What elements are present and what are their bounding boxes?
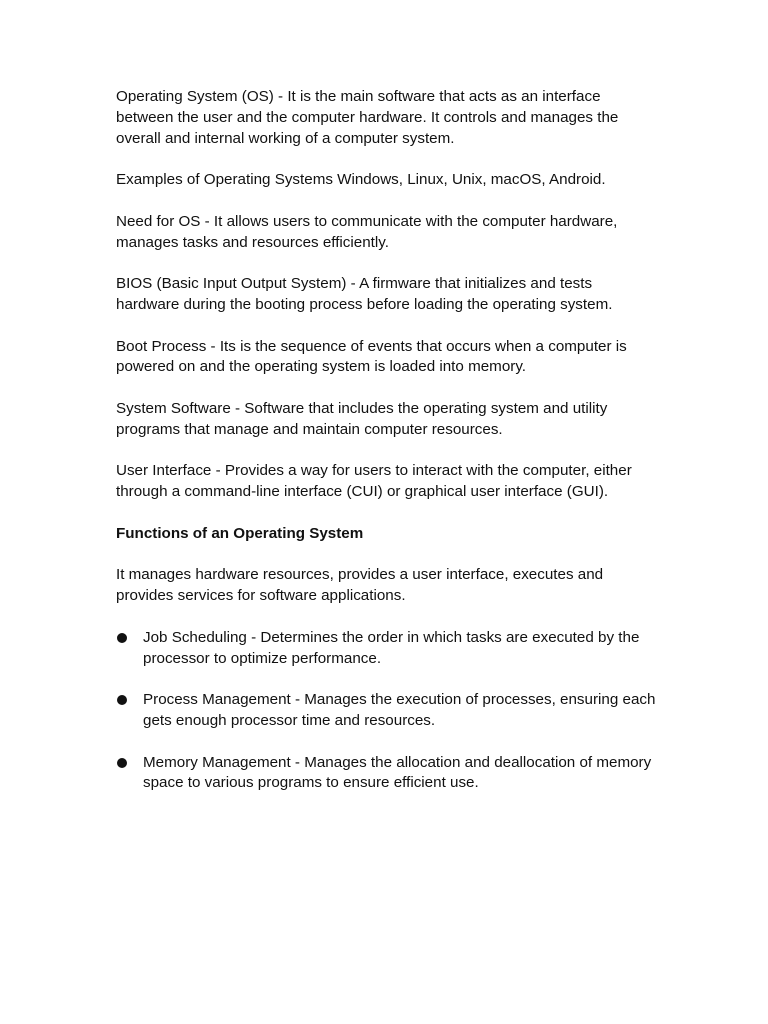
paragraph-os-examples: Examples of Operating Systems Windows, Linux, Unix, macOS, Android. <box>116 171 606 189</box>
paragraph-boot-process: Boot Process - Its is the sequence of events that occurs when a computer is powered on and the operating system is loaded into memory. <box>116 337 627 376</box>
list-item <box>116 628 656 670</box>
paragraph-user-interface: User Interface - Provides a way for users to interact with the computer, either through a command-line interface (CUI) or graphical user interface (GUI). <box>116 462 632 501</box>
bullet-text-memory-management: Memory Management - Manages the allocation and deallocation of memory space to various programs to ensure efficient use. <box>143 753 652 792</box>
list-item <box>116 753 656 795</box>
paragraph-system-software: System Software - Software that includes the operating system and utility programs that manage and maintain computer resources. <box>116 399 608 438</box>
bullet-icon <box>117 633 127 643</box>
document-page <box>116 87 656 815</box>
bullet-icon <box>117 695 127 705</box>
list-item <box>116 690 656 732</box>
bullet-text-process-management: Process Management - Manages the execution of processes, ensuring each gets enough processor time and resources. <box>143 691 656 729</box>
functions-intro: It manages hardware resources, provides a user interface, executes and provides services for software applications. <box>116 566 604 605</box>
functions-heading: Functions of an Operating System <box>116 524 364 542</box>
paragraph-need-for-os: Need for OS - It allows users to communicate with the computer hardware, manages tasks and resources efficiently. <box>116 212 618 251</box>
bullet-text-job-scheduling: Job Scheduling - Determines the order in which tasks are executed by the processor to optimize performance. <box>143 628 640 667</box>
paragraph-bios: BIOS (Basic Input Output System) - A firmware that initializes and tests hardware during the booting process before loading the operating system. <box>116 275 613 313</box>
paragraph-operating-system: Operating System (OS) - It is the main software that acts as an interface between the user and the computer hardware. It controls and manages the overall and internal working of a computer system. <box>116 88 619 147</box>
functions-bullet-list <box>116 628 656 794</box>
bullet-icon <box>117 758 127 768</box>
